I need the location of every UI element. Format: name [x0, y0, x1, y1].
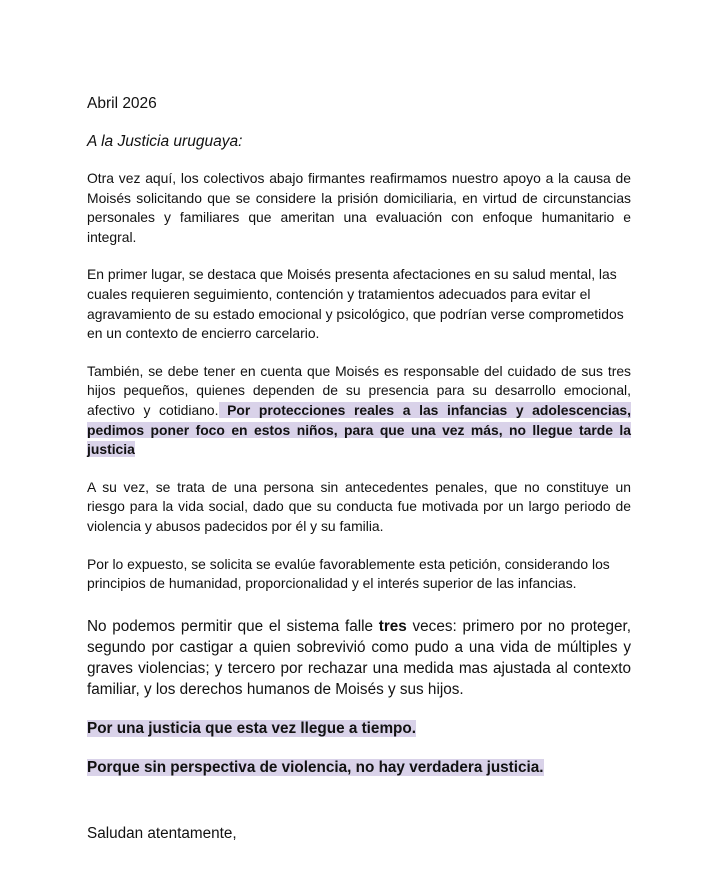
paragraph-children — [87, 362, 631, 460]
paragraph-three-times — [87, 616, 631, 700]
three-times-lead: No podemos permitir que el sistema falle — [87, 617, 379, 635]
three-times-bold: tres — [378, 617, 407, 635]
letter-date: Abril 2026 — [87, 95, 157, 112]
letter-body — [87, 95, 631, 844]
paragraph-intro: Otra vez aquí, los colectivos abajo firmantes reafirmamos nuestro apoyo a la causa de Moisés solicitando que se considere la prisión domiciliaria, en virtud de circunstancias personales y familiares que ameritan una evaluación con enfoque humanitario e integral. — [87, 170, 631, 245]
letter-greeting: A la Justicia uruguaya: — [87, 133, 243, 150]
slogan-on-time — [87, 718, 631, 739]
paragraph-children-text: También, se debe tener en cuenta que Moisés es responsable del cuidado de sus tres hijos pequeños, quienes dependen de su presencia para su desarrollo emocional, afectivo y cotidiano. — [87, 362, 631, 418]
letter-closing: Saludan atentamente, — [87, 824, 237, 842]
paragraph-mental-health: En primer lugar, se destaca que Moisés presenta afectaciones en su salud mental, las cuales requieren seguimiento, contención y tratamientos adecuados para evitar el agravamiento de su estado emocional y psicológico, que podrían verse comprometidos en un contexto de encierro carcelario. — [87, 266, 624, 342]
children-highlight: Por protecciones reales a las infancias y adolescencias, pedimos poner foco en estos niños, para que una vez más, no llegue tarde la justicia — [87, 401, 632, 458]
paragraph-request: Por lo expuesto, se solicita se evalúe favorablemente esta petición, considerando los principios de humanidad, proporcionalidad y el interés superior de las infancias. — [87, 555, 610, 592]
slogan-perspective-text: Porque sin perspectiva de violencia, no hay verdadera justicia. — [87, 758, 544, 776]
slogan-perspective — [87, 757, 631, 778]
slogan-on-time-text: Por una justicia que esta vez llegue a tiempo. — [87, 719, 416, 737]
paragraph-no-record: A su vez, se trata de una persona sin antecedentes penales, que no constituye un riesgo para la vida social, dado que su conducta fue motivada por un largo periodo de violencia y abusos padecidos por él y su familia. — [87, 478, 631, 534]
three-times-rest: veces: primero por no proteger, segundo por castigar a quien sobrevivió como pudo a una vida de múltiples y graves violencias; y tercero por rechazar una medida mas ajustada al contexto familiar, y los derechos humanos de Moisés y sus hijos. — [87, 617, 631, 698]
